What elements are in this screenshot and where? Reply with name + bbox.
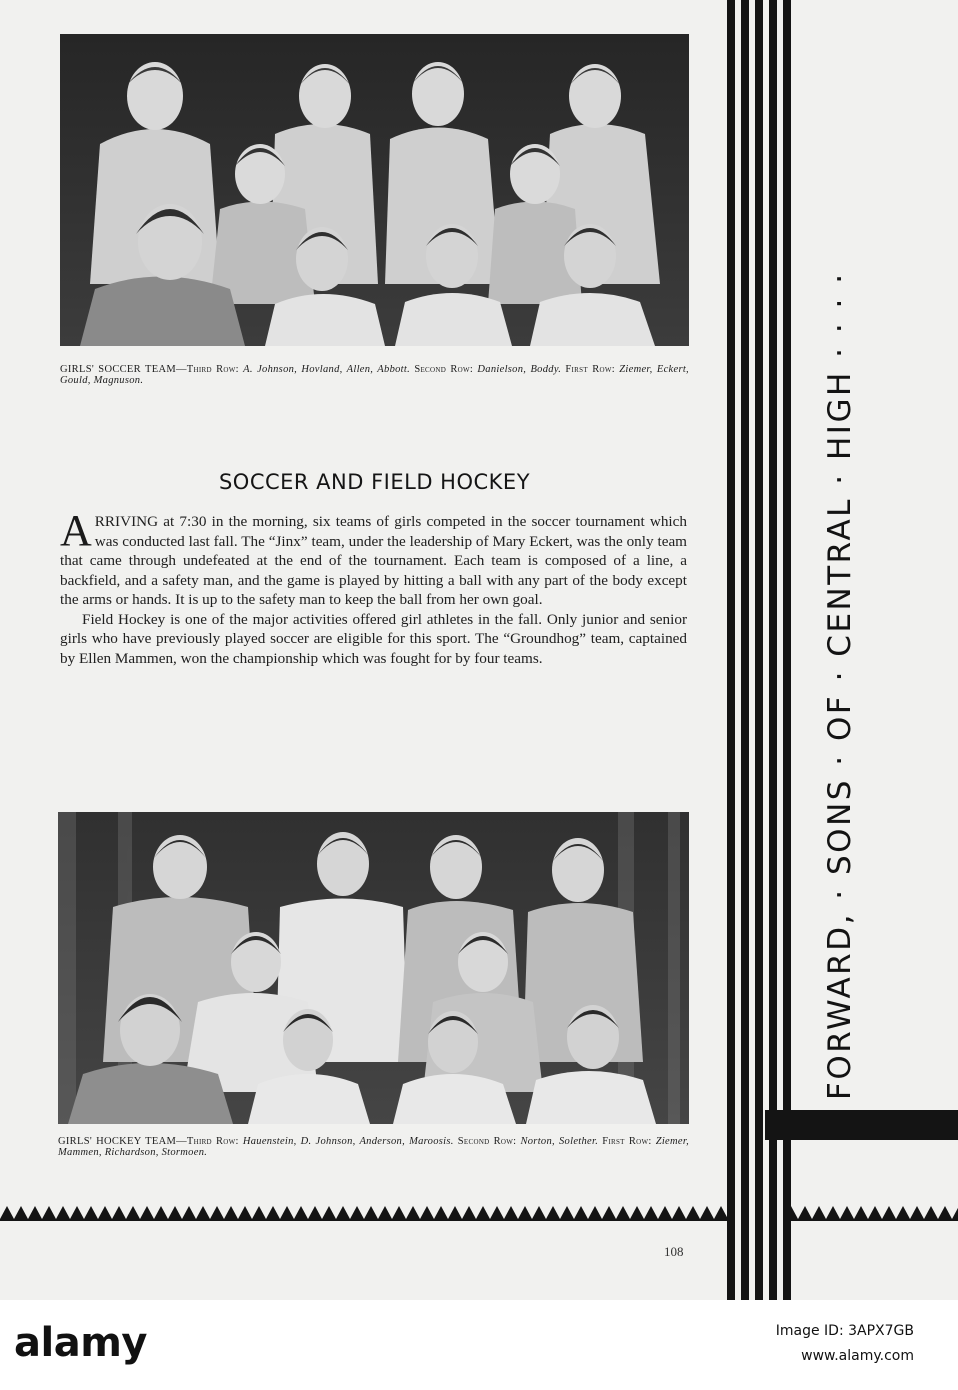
soccer-row1-names: Ziemer, Eckert, Gould, Magnuson.	[60, 364, 689, 386]
hockey-row3-names: Hauenstein, D. Johnson, Anderson, Maroosis.	[242, 1136, 454, 1147]
hockey-row1-names: Ziemer, Mammen, Richardson, Stormoen.	[58, 1136, 689, 1158]
soccer-row2-names: Danielson, Boddy.	[477, 364, 562, 375]
paragraph-1-text: RRIVING at 7:30 in the morning, six teams of girls competed in the soccer tournament which was conducted last fall. The “Jinx” team, under the leadership of Mary Eckert, was the only team that came through undefeated at the end of the tournament. Each team is composed of a line, a backfield, and a safety man, and the game is played by hitting a ball with any part of the body except the arms or hands. It is up to the safety man to keep the ball from her own goal.	[60, 513, 687, 608]
site-url: www.alamy.com	[801, 1348, 914, 1364]
hockey-row2-names: Norton, Solether.	[520, 1136, 599, 1147]
article-heading: SOCCER AND FIELD HOCKEY	[218, 470, 531, 494]
drop-cap: A	[60, 506, 92, 555]
hockey-row1-label: First Row:	[598, 1136, 656, 1147]
zigzag-band-left	[0, 1203, 727, 1219]
soccer-row1-label: First Row:	[561, 364, 620, 375]
hockey-team-label: GIRLS' HOCKEY TEAM—	[58, 1136, 187, 1147]
soccer-row2-label: Second Row:	[410, 364, 478, 375]
hockey-row2-label: Second Row:	[453, 1136, 521, 1147]
soccer-row3-names: A. Johnson, Hovland, Allen, Abbott.	[243, 364, 411, 375]
image-id-label: Image ID: 3APX7GB	[775, 1323, 914, 1339]
soccer-row3-label: Third Row:	[186, 364, 244, 375]
zigzag-band-right	[790, 1203, 958, 1219]
article-paragraph-2: Field Hockey is one of the major activities offered girl athletes in the fall. Only junior and senior girls who have previously played soccer are eligible for this sport. The “Groundhog” team, captained by Ellen Mammen, won the championship which was fought for by four teams.	[60, 610, 687, 667]
sidebar-motto: FORWARD, · SONS · OF · CENTRAL · HIGH · · · ·	[822, 271, 858, 1100]
brand-logo: alamy	[14, 1320, 147, 1366]
page-number: 108	[664, 1244, 684, 1259]
soccer-team-label: GIRLS' SOCCER TEAM—	[60, 364, 187, 375]
sidebar-bar	[765, 1110, 958, 1140]
hockey-row3-label: Third Row:	[186, 1136, 243, 1147]
